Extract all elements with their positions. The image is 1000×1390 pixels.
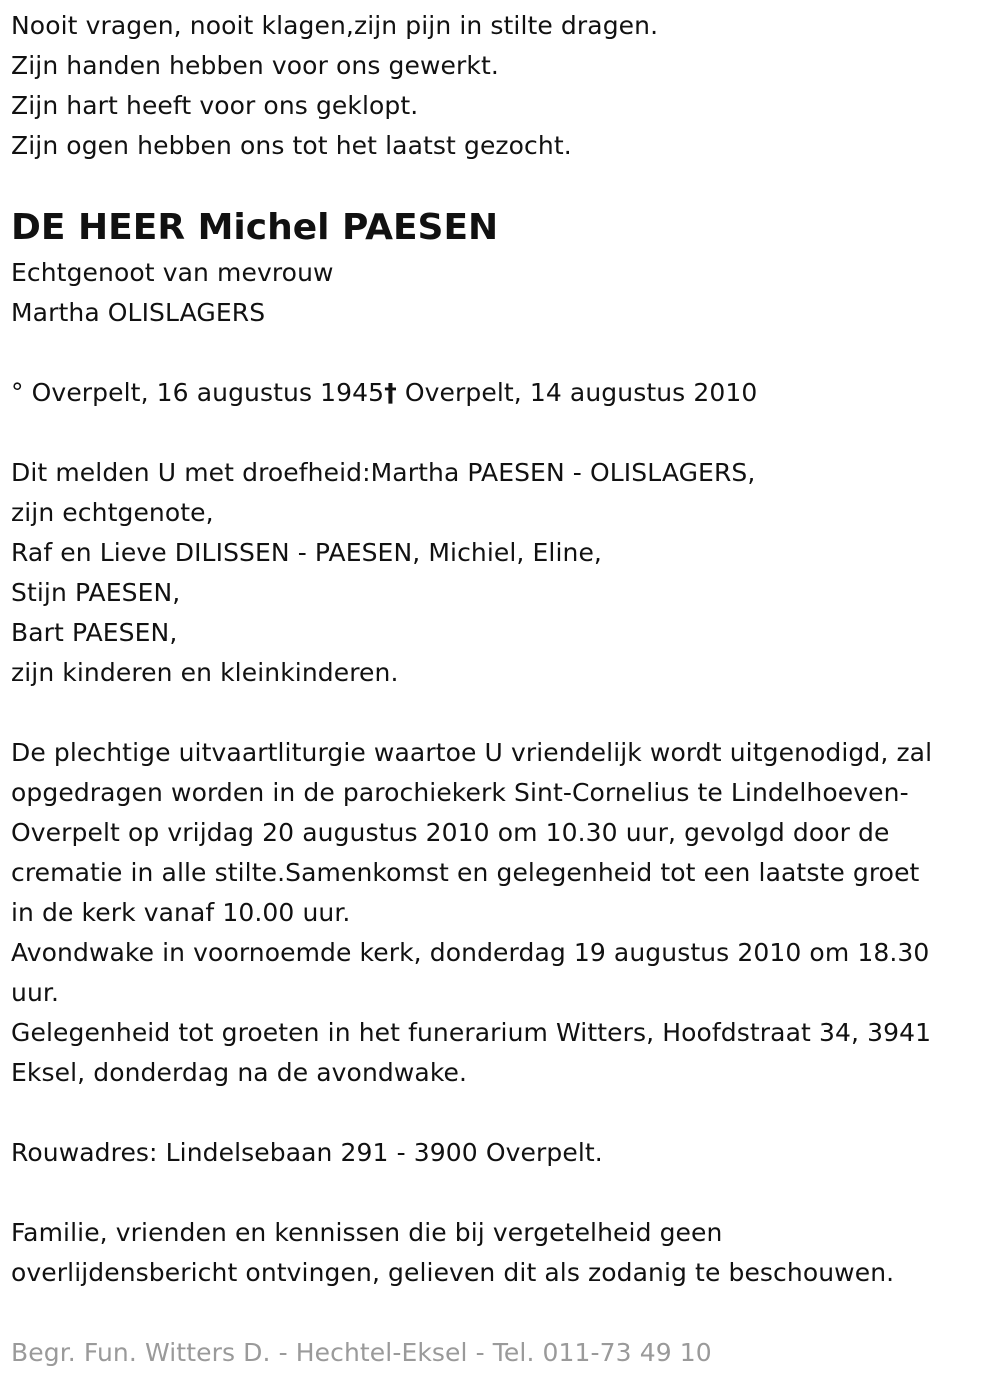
family-line: Raf en Lieve DILISSEN - PAESEN, Michiel, Eline,	[11, 538, 602, 567]
family-line: zijn kinderen en kleinkinderen.	[11, 658, 399, 687]
poem-line: Nooit vragen, nooit klagen,zijn pijn in stilte dragen.	[11, 11, 659, 40]
ceremony-section	[11, 733, 996, 1093]
deceased-name: DE HEER Michel PAESEN	[11, 207, 499, 248]
cross-icon: †	[384, 378, 397, 407]
poem-line: Zijn hart heeft voor ons geklopt.	[11, 91, 419, 120]
family-line: Stijn PAESEN,	[11, 578, 181, 607]
funeral-home-footer: Begr. Fun. Witters D. - Hechtel-Eksel - Tel. 011-73 49 10	[11, 1338, 712, 1367]
spouse-name: Martha OLISLAGERS	[11, 298, 266, 327]
family-line: zijn echtgenote,	[11, 498, 214, 527]
poem	[11, 6, 996, 166]
mourning-address: Rouwadres: Lindelsebaan 291 - 3900 Overpelt.	[11, 1138, 603, 1167]
ceremony-line: De plechtige uitvaartliturgie waartoe U vriendelijk wordt uitgenodigd, zal	[11, 738, 933, 767]
ceremony-line: Eksel, donderdag na de avondwake.	[11, 1058, 468, 1087]
life-dates	[11, 373, 996, 413]
death-notice	[11, 0, 996, 1373]
ceremony-line: uur.	[11, 978, 60, 1007]
poem-line: Zijn ogen hebben ons tot het laatst gezocht.	[11, 131, 572, 160]
notice-line: Familie, vrienden en kennissen die bij vergetelheid geen	[11, 1218, 723, 1247]
ceremony-line: in de kerk vanaf 10.00 uur.	[11, 898, 351, 927]
birth-date: ° Overpelt, 16 augustus 1945	[11, 378, 385, 407]
notice-section	[11, 1213, 996, 1293]
family-line: Dit melden U met droefheid:Martha PAESEN - OLISLAGERS,	[11, 458, 756, 487]
spouse-line: Echtgenoot van mevrouw	[11, 258, 334, 287]
ceremony-line: Gelegenheid tot groeten in het funerarium Witters, Hoofdstraat 34, 3941	[11, 1018, 932, 1047]
death-date: Overpelt, 14 augustus 2010	[396, 378, 758, 407]
notice-line: overlijdensbericht ontvingen, gelieven dit als zodanig te beschouwen.	[11, 1258, 895, 1287]
ceremony-line: Overpelt op vrijdag 20 augustus 2010 om 10.30 uur, gevolgd door de	[11, 818, 890, 847]
ceremony-line: crematie in alle stilte.Samenkomst en gelegenheid tot een laatste groet	[11, 858, 920, 887]
ceremony-line: opgedragen worden in de parochiekerk Sint-Cornelius te Lindelhoeven-	[11, 778, 909, 807]
family-section	[11, 453, 996, 693]
family-line: Bart PAESEN,	[11, 618, 178, 647]
poem-line: Zijn handen hebben voor ons gewerkt.	[11, 51, 499, 80]
ceremony-line: Avondwake in voornoemde kerk, donderdag 19 augustus 2010 om 18.30	[11, 938, 930, 967]
